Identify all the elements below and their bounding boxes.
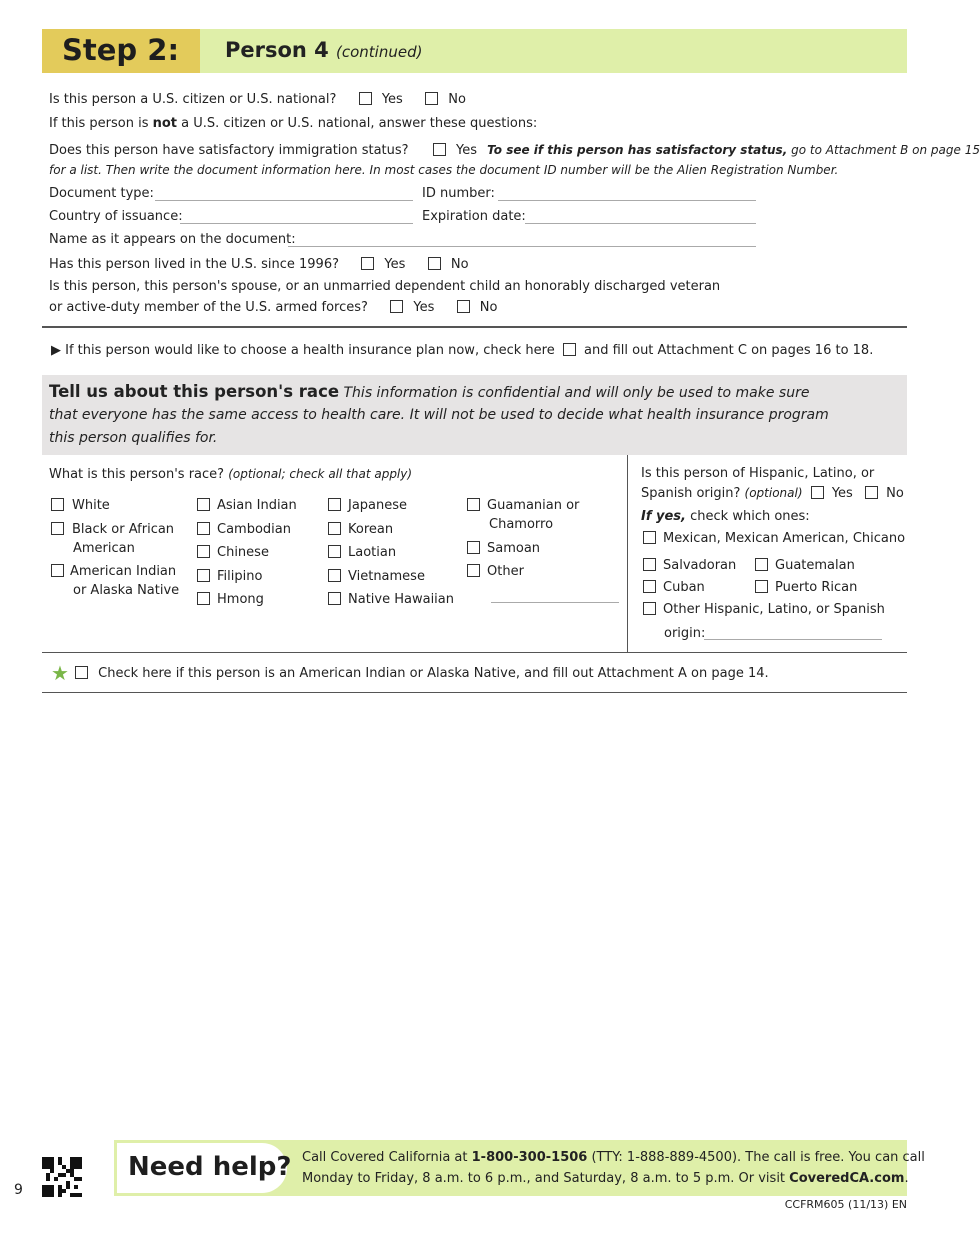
race-samoan-checkbox[interactable]	[467, 541, 480, 554]
hispanic-no-label: No	[886, 486, 904, 501]
race-white-checkbox[interactable]	[51, 498, 64, 511]
race-american-indian-label: American Indian	[70, 564, 177, 579]
citizen-no-label: No	[448, 92, 466, 107]
plan-choice-suffix: and fill out Attachment C on pages 16 to 18.	[583, 343, 874, 358]
hispanic-guatemalan-checkbox[interactable]	[755, 558, 768, 571]
expiration-field[interactable]	[525, 222, 756, 224]
race-question-note: (optional; check all that apply)	[228, 467, 413, 481]
name-on-doc-label: Name as it appears on the document:	[49, 232, 296, 247]
race-other-checkbox[interactable]	[467, 564, 480, 577]
citizen-no-checkbox[interactable]	[425, 92, 438, 105]
race-cambodian-label: Cambodian	[217, 522, 291, 537]
american-indian-text: Check here if this person is an American Indian or Alaska Native, and fill out Attachment A on page 14.	[98, 666, 769, 681]
race-section-title: Tell us about this person's race	[49, 382, 340, 401]
citizen-yes-checkbox[interactable]	[359, 92, 372, 105]
instruction-suffix: a U.S. citizen or U.S. national, answer these questions:	[181, 116, 538, 131]
race-desc1: This information is confidential and will only be used to make sure	[343, 385, 810, 401]
hispanic-other-label: Other Hispanic, Latino, or Spanish	[663, 602, 885, 617]
person-continued: (continued)	[336, 43, 423, 61]
hispanic-salvadoran-label: Salvadoran	[663, 558, 737, 573]
hispanic-q2-row	[641, 485, 904, 502]
race-native-hawaiian-checkbox[interactable]	[328, 592, 341, 605]
veteran-yes-label: Yes	[413, 300, 435, 315]
race-hispanic-divider	[627, 455, 628, 653]
hispanic-mexican-checkbox[interactable]	[643, 531, 656, 544]
star-icon: ★	[51, 661, 69, 685]
hispanic-q2: Spanish origin?	[641, 486, 741, 501]
race-samoan-label: Samoan	[487, 541, 541, 556]
race-asian-indian-checkbox[interactable]	[197, 498, 210, 511]
plan-choice-checkbox[interactable]	[563, 343, 576, 356]
lived-no-label: No	[450, 257, 469, 272]
qr-code-icon	[42, 1157, 82, 1197]
hispanic-no-checkbox[interactable]	[865, 486, 878, 499]
veteran-row	[49, 300, 497, 316]
id-number-label: ID number:	[422, 186, 495, 201]
citizenship-row	[49, 92, 466, 108]
document-type-label: Document type:	[49, 186, 154, 201]
section-divider	[42, 326, 907, 328]
race-american-indian-checkbox[interactable]	[51, 564, 64, 577]
race-guamanian-checkbox[interactable]	[467, 498, 480, 511]
race-laotian-checkbox[interactable]	[328, 545, 341, 558]
form-code: CCFRM605 (11/13) EN	[784, 1198, 907, 1211]
help-site-link[interactable]: CoveredCA.com	[789, 1171, 905, 1186]
race-korean-checkbox[interactable]	[328, 522, 341, 535]
lived-yes-label: Yes	[384, 257, 406, 272]
lived-no-checkbox[interactable]	[428, 257, 441, 270]
lived-since-question: Has this person lived in the U.S. since 1996?	[49, 257, 339, 272]
hispanic-other-checkbox[interactable]	[643, 602, 656, 615]
race-other-label: Other	[487, 564, 524, 579]
plan-choice-row	[51, 343, 873, 359]
instruction-prefix: If this person is	[49, 116, 149, 131]
race-black-checkbox[interactable]	[51, 522, 64, 535]
race-desc3: this person qualifies for.	[49, 430, 218, 446]
race-filipino-label: Filipino	[217, 569, 263, 584]
step-label: Step 2:	[62, 33, 180, 67]
citizenship-question: Is this person a U.S. citizen or U.S. national?	[49, 92, 337, 107]
race-black-label: Black or African	[72, 522, 175, 537]
country-field[interactable]	[180, 222, 413, 224]
expiration-label: Expiration date:	[422, 209, 526, 224]
immigration-note-line2: for a list. Then write the document information here. In most cases the document ID number will be the Alien Registration Number.	[49, 163, 839, 177]
race-laotian-label: Laotian	[348, 545, 397, 560]
help-line2	[302, 1171, 909, 1187]
hispanic-yes-label: Yes	[831, 486, 853, 501]
hispanic-origin-label: origin:	[664, 626, 706, 641]
page-number: 9	[14, 1182, 23, 1198]
hispanic-if-yes: If yes,	[641, 509, 686, 524]
id-number-field[interactable]	[498, 199, 756, 201]
hispanic-if-yes-row	[641, 509, 810, 525]
veteran-no-checkbox[interactable]	[457, 300, 470, 313]
race-hmong-label: Hmong	[217, 592, 264, 607]
hispanic-guatemalan-label: Guatemalan	[775, 558, 855, 573]
race-hmong-checkbox[interactable]	[197, 592, 210, 605]
race-cambodian-checkbox[interactable]	[197, 522, 210, 535]
race-guamanian-label-cont: Chamorro	[489, 517, 554, 532]
veteran-no-label: No	[479, 300, 498, 315]
race-other-field[interactable]	[491, 601, 619, 603]
name-on-doc-field[interactable]	[288, 245, 756, 247]
help-phone[interactable]: 1-800-300-1506	[471, 1150, 588, 1165]
hispanic-q1: Is this person of Hispanic, Latino, or	[641, 466, 875, 481]
help-line1	[302, 1150, 925, 1166]
race-desc2: that everyone has the same access to health care. It will not be used to decide what health insurance program	[49, 407, 829, 423]
race-american-indian-label-cont: or Alaska Native	[73, 583, 180, 598]
race-asian-indian-label: Asian Indian	[217, 498, 297, 513]
american-indian-divider	[42, 692, 907, 693]
immigration-note-rest: go to Attachment B on page 15	[791, 143, 980, 157]
person-title: Person 4	[225, 38, 329, 62]
immigration-yes-label: Yes	[456, 143, 477, 158]
race-vietnamese-label: Vietnamese	[348, 569, 425, 584]
need-help-title: Need help?	[128, 1152, 292, 1182]
hispanic-cuban-label: Cuban	[663, 580, 705, 595]
race-question: What is this person's race?	[49, 467, 225, 482]
race-native-hawaiian-label: Native Hawaiian	[348, 592, 454, 607]
veteran-yes-checkbox[interactable]	[390, 300, 403, 313]
race-chinese-checkbox[interactable]	[197, 545, 210, 558]
non-citizen-instruction	[49, 116, 537, 132]
veteran-line1: Is this person, this person's spouse, or an unmarried dependent child an honorably discharged veteran	[49, 279, 721, 294]
citizen-yes-label: Yes	[381, 92, 403, 107]
race-japanese-label: Japanese	[348, 498, 408, 513]
immigration-question: Does this person have satisfactory immigration status?	[49, 143, 409, 158]
race-vietnamese-checkbox[interactable]	[328, 569, 341, 582]
race-black-label-cont: American	[73, 541, 135, 556]
hispanic-optional: (optional)	[744, 486, 803, 500]
lived-since-row	[49, 257, 469, 273]
plan-choice-prefix: ▶ If this person would like to choose a health insurance plan now, check here	[51, 343, 555, 358]
instruction-not: not	[152, 116, 178, 131]
race-white-label: White	[72, 498, 110, 513]
race-question-row	[49, 466, 412, 483]
immigration-yes-checkbox[interactable]	[433, 143, 446, 156]
document-type-field[interactable]	[155, 199, 413, 201]
help-line2-end: .	[904, 1171, 909, 1186]
hispanic-puerto-rican-label: Puerto Rican	[775, 580, 858, 595]
hispanic-origin-field[interactable]	[704, 638, 882, 640]
help-line2-a: Monday to Friday, 8 a.m. to 6 p.m., and Saturday, 8 a.m. to 5 p.m. Or visit	[302, 1171, 786, 1186]
veteran-line2: or active-duty member of the U.S. armed forces?	[49, 300, 368, 315]
american-indian-row	[75, 666, 769, 682]
race-bottom-divider	[42, 652, 907, 653]
hispanic-check-which: check which ones:	[690, 509, 810, 524]
hispanic-cuban-checkbox[interactable]	[643, 580, 656, 593]
hispanic-salvadoran-checkbox[interactable]	[643, 558, 656, 571]
immigration-note-bold: To see if this person has satisfactory status,	[487, 143, 788, 157]
race-header-line1	[49, 382, 809, 403]
hispanic-puerto-rican-checkbox[interactable]	[755, 580, 768, 593]
race-filipino-checkbox[interactable]	[197, 569, 210, 582]
race-guamanian-label: Guamanian or	[487, 498, 580, 513]
country-label: Country of issuance:	[49, 209, 183, 224]
help-line1-b: (TTY: 1-888-889-4500). The call is free. You can call	[591, 1150, 925, 1165]
hispanic-yes-checkbox[interactable]	[811, 486, 824, 499]
hispanic-mexican-label: Mexican, Mexican American, Chicano	[663, 531, 906, 546]
help-line1-a: Call Covered California at	[302, 1150, 468, 1165]
race-chinese-label: Chinese	[217, 545, 269, 560]
race-japanese-checkbox[interactable]	[328, 498, 341, 511]
american-indian-attachment-checkbox[interactable]	[75, 666, 88, 679]
race-korean-label: Korean	[348, 522, 394, 537]
lived-yes-checkbox[interactable]	[361, 257, 374, 270]
immigration-row	[49, 142, 980, 159]
